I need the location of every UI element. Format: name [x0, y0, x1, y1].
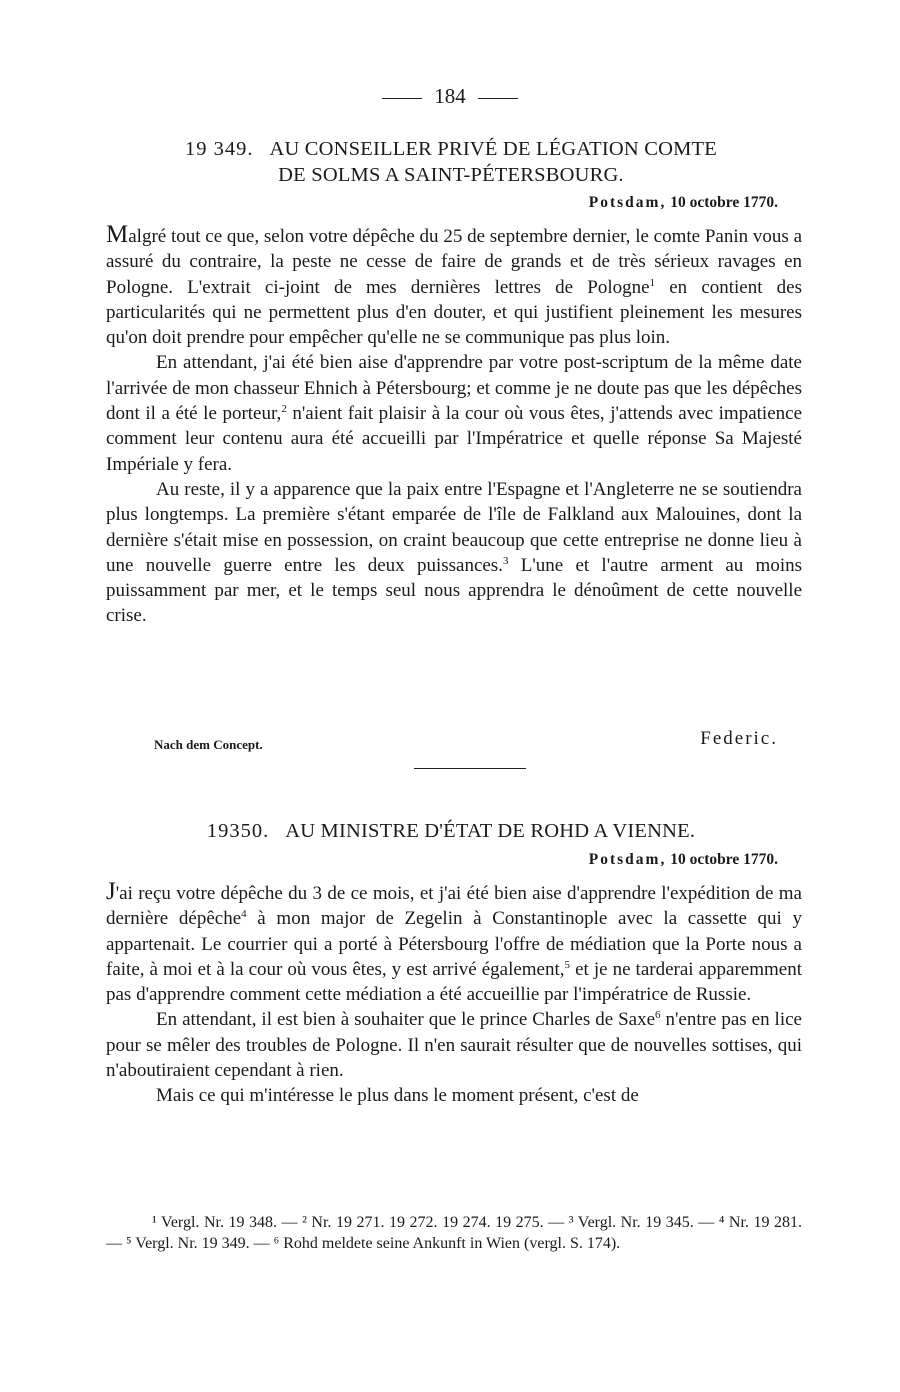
letter-1-paragraph-3 [106, 477, 802, 629]
footnotes-text: ¹ Vergl. Nr. 19 348. — ² Nr. 19 271. 19 272. 19 274. 19 275. — ³ Vergl. Nr. 19 345. — ⁴ Nr. 19 281. — ⁵ Vergl. Nr. 19 349. — ⁶ Rohd meldete seine Ankunft in Wien (vergl. S. 174). [106, 1214, 802, 1252]
letter-1-date: 10 octobre 1770. [670, 194, 778, 211]
letter-1-number: 19 349. [184, 138, 254, 160]
footnote-ref: 3 [502, 554, 509, 567]
letter-2-paragraph-3 [106, 1083, 802, 1108]
section-divider [414, 768, 526, 769]
footnote-ref: 6 [655, 1009, 661, 1022]
footnote-ref: 4 [241, 908, 247, 921]
letter-2-number: 19350. [206, 820, 270, 842]
paragraph-text: L'une et l'autre arment au moins puissamment par mer, et le temps seul nous apprendra le dénoûment de cette nouvelle crise. [106, 554, 803, 627]
header-dash-left [382, 98, 422, 99]
letter-1-place: Potsdam, [588, 194, 667, 211]
letter-2-paragraph-2 [106, 1007, 802, 1083]
letter-1-source: Nach dem Concept. [154, 737, 263, 752]
letter-1-dateline [589, 194, 778, 212]
paragraph-text: En attendant, il est bien à souhaiter que le prince Charles de Saxe [156, 1009, 656, 1031]
paragraph-text: à mon major de Zegelin à Constantinople avec la cassette qui y appartenait. Le courrier qui a porté à Pétersbourg l'offre de médiation que la Porte nous a faite, à moi et à la cour où vous êtes, y est arrivé également, [106, 908, 803, 980]
letter-2-dateline [589, 851, 778, 869]
page-header [0, 84, 900, 109]
paragraph-text: algré tout ce que, selon votre dépêche du 25 de septembre dernier, le comte Panin vous a assuré du contraire, la peste ne cesse de faire de grands et de très sérieux ravages en Pologne. L'extrait ci-joint de mes dernières lettres de Pologne [106, 226, 802, 298]
paragraph-text: 'ai reçu votre dépêche du 3 de ce mois, et j'ai été bien aise d'apprendre l'expédition de ma dernière dépêche [106, 883, 802, 930]
letter-1-title-line2: DE SOLMS A SAINT-PÉTERSBOURG. [278, 164, 624, 186]
paragraph-text: Mais ce qui m'intéresse le plus dans le moment présent, c'est de [156, 1085, 639, 1107]
letter-1-signature: Federic. [700, 728, 778, 749]
dropcap: J [106, 878, 116, 905]
letter-2-date: 10 octobre 1770. [670, 851, 778, 868]
header-dash-right [478, 98, 518, 99]
letter-2-place: Potsdam, [588, 851, 667, 868]
paragraph-text: et je ne tarderai apparemment pas d'apprendre comment cette médiation a été accueillie par l'impératrice de Russie. [106, 958, 802, 1006]
page-number: 184 [434, 84, 466, 108]
footnotes [106, 1212, 802, 1254]
paragraph-text: en contient des particularités qui ne permettent plus d'en douter, et qui justifient pleinement les mesures qu'on doit prendre pour empêcher qu'elle ne se communique pas plus loin. [106, 276, 803, 349]
letter-1-title-line1: AU CONSEILLER PRIVÉ DE LÉGATION COMTE [269, 138, 718, 160]
letter-2-paragraph-1 [106, 879, 802, 1007]
paragraph-text: En attendant, j'ai été bien aise d'apprendre par votre post-scriptum de la même date l'arrivée de mon chasseur Ehnich à Pétersbourg; et comme je ne doute pas que les dépêches dont il a été le porteur, [106, 352, 802, 425]
paragraph-text: Au reste, il y a apparence que la paix entre l'Espagne et l'Angleterre ne se soutiendra plus longtemps. La première s'étant emparée de l'île de Falkland aux Malouines, dont la dernière s'était mise en possession, on craint beaucoup que cette entreprise ne donne lieu à une nouvelle guerre entre les deux puissances. [106, 478, 802, 576]
footnote-ref: 1 [649, 276, 656, 289]
letter-2-title-line1: AU MINISTRE D'ÉTAT DE ROHD A VIENNE. [285, 820, 696, 842]
footnote-ref: 5 [564, 958, 571, 971]
paragraph-text: n'aient fait plaisir à la cour où vous êtes, j'attends avec impatience comment leur contenu aura été accueilli par l'Impératrice et quelle réponse Sa Majesté Impériale y fera. [106, 403, 802, 475]
dropcap: M [106, 221, 129, 248]
letter-2-title [106, 818, 796, 844]
paragraph-text: n'entre pas en lice pour se mêler des troubles de Pologne. Il n'en saurait résulter que de nouvelles sottises, qui n'aboutiraient cependant à rien. [106, 1009, 802, 1082]
letter-1-paragraph-2 [106, 350, 802, 476]
letter-2-body [106, 879, 802, 1109]
letter-1-title [106, 136, 796, 188]
letter-1-body [106, 222, 802, 629]
footnote-ref: 2 [281, 403, 287, 416]
letter-1-paragraph-1 [106, 222, 802, 350]
